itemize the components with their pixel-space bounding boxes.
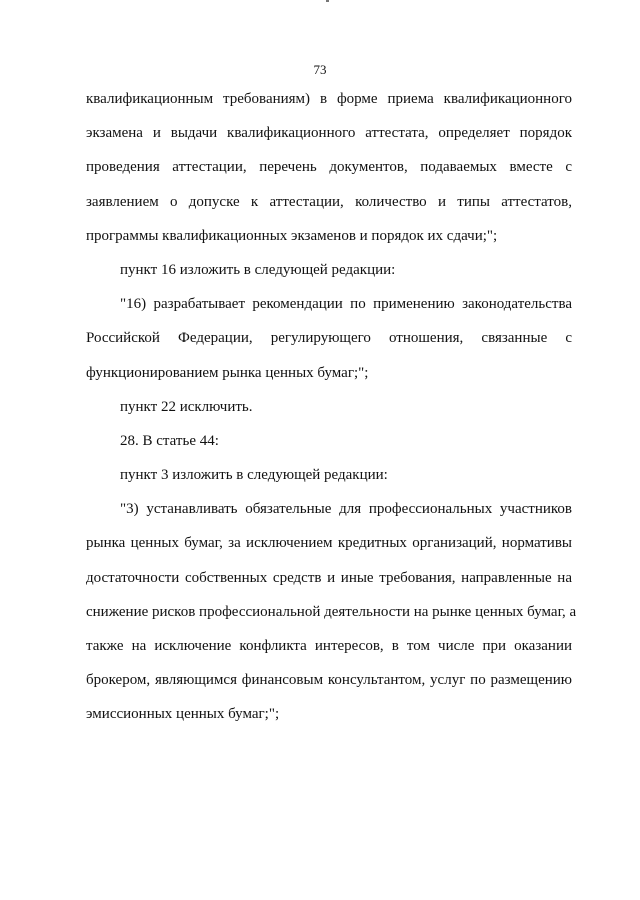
text-line: Российской Федерации, регулирующего отношения, связанные с bbox=[86, 330, 572, 347]
text-line: функционированием рынка ценных бумаг;"; bbox=[86, 364, 369, 381]
document-body bbox=[86, 82, 577, 732]
text-line: проведения аттестации, перечень документов, подаваемых вместе с bbox=[86, 159, 572, 176]
text-line: эмиссионных ценных бумаг;"; bbox=[86, 706, 280, 723]
scan-mark bbox=[326, 0, 329, 2]
text-line: достаточности собственных средств и иные требования, направленные на bbox=[86, 569, 572, 586]
text-line: экзамена и выдачи квалификационного аттестата, определяет порядок bbox=[86, 125, 572, 142]
text-line: пункт 16 изложить в следующей редакции: bbox=[120, 261, 396, 278]
text-line: брокером, являющимся финансовым консультантом, услуг по размещению bbox=[86, 672, 572, 689]
text-line: программы квалификационных экзаменов и порядок их сдачи;"; bbox=[86, 227, 498, 244]
text-line: снижение рисков профессиональной деятельности на рынке ценных бумаг, а bbox=[86, 603, 577, 620]
page-number: 73 bbox=[313, 62, 327, 77]
text-line: рынка ценных бумаг, за исключением кредитных организаций, нормативы bbox=[86, 535, 572, 552]
text-line: заявлением о допуске к аттестации, количество и типы аттестатов, bbox=[86, 193, 572, 210]
text-line: "16) разрабатывает рекомендации по применению законодательства bbox=[120, 296, 572, 313]
text-line: "3) устанавливать обязательные для профессиональных участников bbox=[120, 501, 572, 518]
text-line: квалификационным требованиям) в форме приема квалификационного bbox=[86, 91, 572, 107]
text-line: пункт 3 изложить в следующей редакции: bbox=[120, 467, 388, 484]
text-line: также на исключение конфликта интересов, в том числе при оказании bbox=[86, 638, 572, 654]
text-line: 28. В статье 44: bbox=[120, 432, 219, 449]
text-line: пункт 22 исключить. bbox=[120, 398, 253, 415]
